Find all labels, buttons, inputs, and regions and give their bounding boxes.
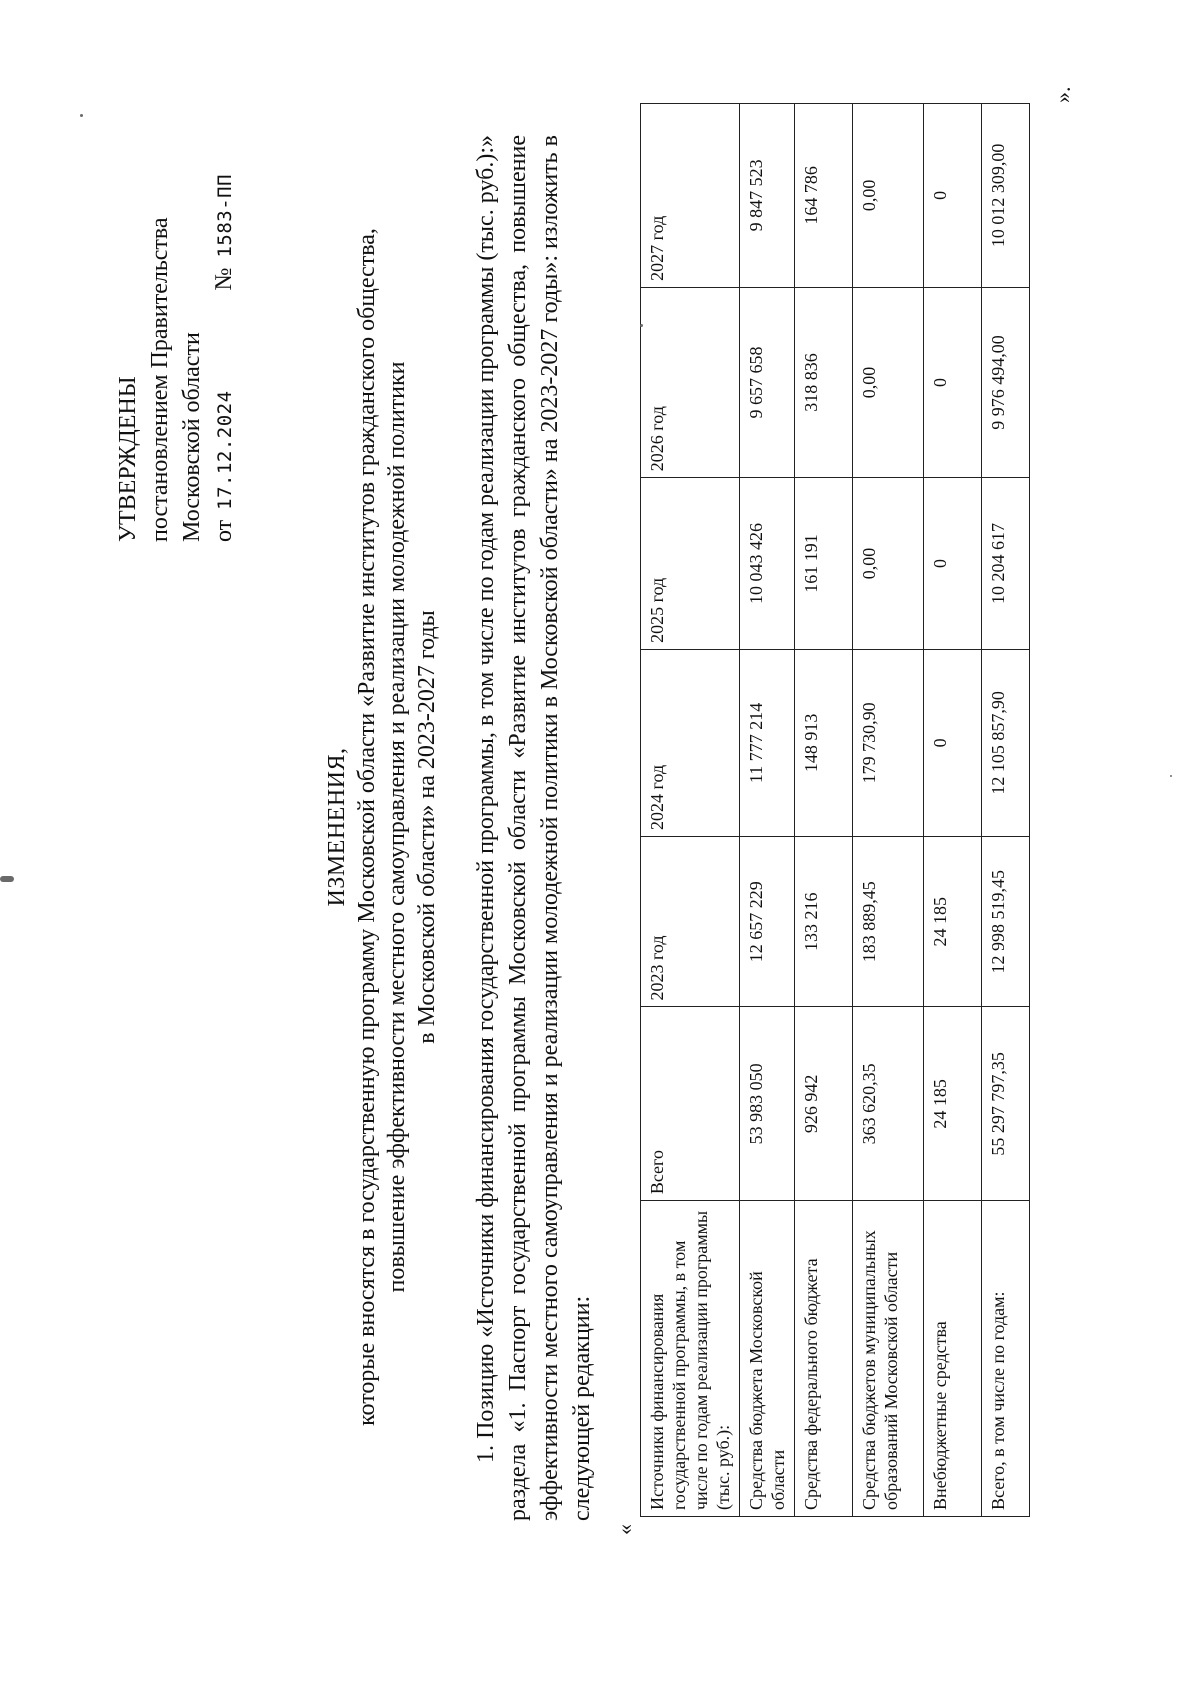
row-label: Средства бюджета Московской области — [740, 1201, 795, 1517]
header-cell-2027: 2027 год — [641, 104, 740, 288]
title-line-3: в Московской области» на 2023-2027 годы — [414, 610, 440, 1044]
approval-from-label: от — [211, 519, 237, 542]
table-row — [853, 104, 924, 1517]
approval-region: Московской области — [179, 332, 205, 542]
header-cell-source: Источники финансирования государственной программы, в том числе по годам реализации программы (тыс. руб.): — [641, 1201, 740, 1517]
cell-2026: 318 836 — [795, 287, 853, 477]
header-cell-2025: 2025 год — [641, 478, 740, 650]
document-title — [322, 137, 442, 1517]
scan-speck — [640, 324, 643, 327]
financing-table — [640, 103, 1030, 1517]
cell-2026: 9 657 658 — [740, 287, 795, 477]
table-row-total — [982, 104, 1030, 1517]
cell-2027: 9 847 523 — [740, 104, 795, 288]
cell-2023: 183 889,45 — [853, 836, 924, 1007]
table-row — [924, 104, 982, 1517]
table-row — [795, 104, 853, 1517]
cell-2023: 12 657 229 — [740, 836, 795, 1007]
cell-total: 53 983 050 — [740, 1007, 795, 1201]
cell-2024: 148 913 — [795, 649, 853, 836]
table-header-row — [641, 104, 740, 1517]
cell-total: 55 297 797,35 — [982, 1007, 1030, 1201]
cell-2024: 179 730,90 — [853, 649, 924, 836]
cell-2024: 0 — [924, 649, 982, 836]
scan-speck — [1170, 775, 1172, 777]
approval-title: УТВЕРЖДЕНЫ — [115, 376, 141, 542]
header-cell-2026: 2026 год — [641, 287, 740, 477]
cell-total: 24 185 — [924, 1007, 982, 1201]
header-cell-2024: 2024 год — [641, 649, 740, 836]
row-label: Всего, в том числе по годам: — [982, 1201, 1030, 1517]
title-line-2: повышение эффективности местного самоуправления и реализации молодежной политики — [384, 361, 410, 1293]
cell-2023: 24 185 — [924, 836, 982, 1007]
title-line-1: которые вносятся в государственную программу Московской области «Развитие институтов гражданского общества, — [354, 228, 380, 1426]
approval-date: 17.12.2024 — [214, 390, 236, 510]
table-row — [740, 104, 795, 1517]
opening-quote: « — [612, 1524, 637, 1535]
row-label: Средства бюджетов муниципальных образований Московской области — [853, 1201, 924, 1517]
cell-2024: 12 105 857,90 — [982, 649, 1030, 836]
cell-2025: 161 191 — [795, 478, 853, 650]
amendment-paragraph: 1. Позицию «Источники финансирования государственной программы, в том числе по годам реализации программы (тыс. руб.):» раздела «1. Паспорт государственной программы Московской области «Развитие институтов гражданского общества, повышение эффективности местного самоуправления и реализации молодежной политики в Московской области» на 2023-2027 годы»: изложить в следующей редакции: — [473, 135, 595, 1521]
scan-speck — [80, 114, 83, 117]
row-label: Внебюджетные средства — [924, 1201, 982, 1517]
cell-2023: 133 216 — [795, 836, 853, 1007]
cell-2025: 10 204 617 — [982, 478, 1030, 650]
approval-date-number — [208, 174, 241, 542]
cell-2027: 10 012 309,00 — [982, 104, 1030, 288]
cell-2027: 0,00 — [853, 104, 924, 288]
cell-2027: 164 786 — [795, 104, 853, 288]
cell-2023: 12 998 519,45 — [982, 836, 1030, 1007]
cell-total: 363 620,35 — [853, 1007, 924, 1201]
approval-issuer: постановлением Правительства — [147, 217, 173, 542]
approval-number: 1583-ПП — [214, 173, 236, 258]
cell-2025: 10 043 426 — [740, 478, 795, 650]
cell-2024: 11 777 214 — [740, 649, 795, 836]
cell-2027: 0 — [924, 104, 982, 288]
title-heading: ИЗМЕНЕНИЯ, — [324, 747, 350, 907]
row-label: Средства федерального бюджета — [795, 1201, 853, 1517]
closing-quote: ». — [1050, 86, 1075, 103]
header-cell-2023: 2023 год — [641, 836, 740, 1007]
cell-2026: 9 976 494,00 — [982, 287, 1030, 477]
approval-number-label: № — [211, 267, 237, 291]
cell-2025: 0 — [924, 478, 982, 650]
scan-speck — [0, 876, 14, 882]
cell-2025: 0,00 — [853, 478, 924, 650]
header-cell-total: Всего — [641, 1007, 740, 1201]
cell-2026: 0,00 — [853, 287, 924, 477]
cell-total: 926 942 — [795, 1007, 853, 1201]
approval-stamp — [112, 174, 241, 542]
cell-2026: 0 — [924, 287, 982, 477]
